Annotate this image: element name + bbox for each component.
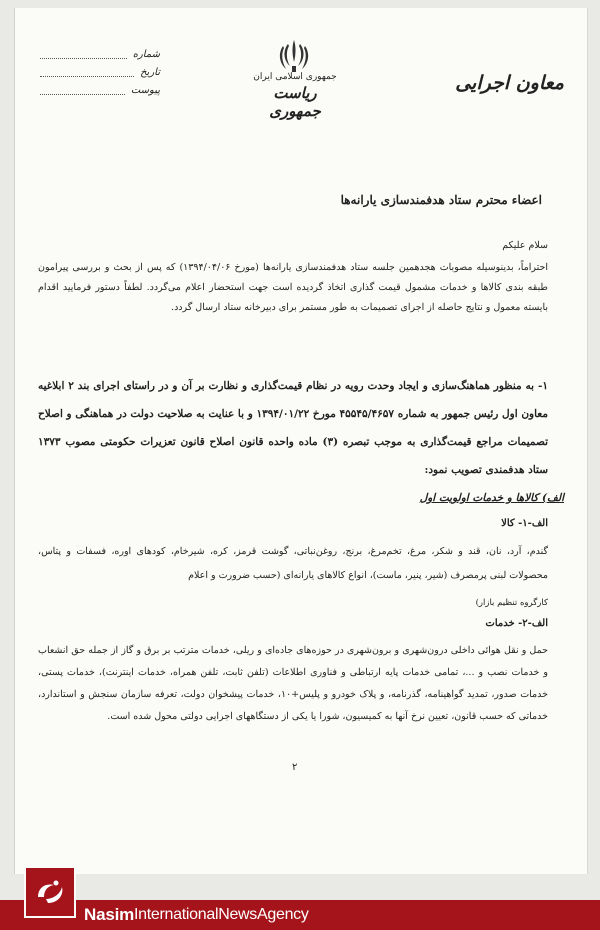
goods-paragraph: گندم، آرد، نان، قند و شکر، مرغ، تخم‌مرغ، برنج، روغن‌نباتی، گوشت قرمز، کره، شیرخام، کودهای اوره، فسفات و پتاس، محصولات لبنی پرمصرف (شیر، پنیر، ماست)، انواع کالاهای یارانه‌ای (حسب ضرورت و اعلام	[38, 546, 548, 581]
goods-note: کارگروه تنظیم بازار)	[475, 598, 548, 608]
ref-dots	[40, 68, 134, 77]
ref-date-label: تاریخ	[140, 66, 160, 78]
ref-date-row	[40, 63, 160, 81]
department-title: معاون اجرایی	[455, 72, 564, 94]
services-paragraph: حمل و نقل هوائی داخلی درون‌شهری و برون‌شهری در حوزه‌های جاده‌ای و ریلی، خدمات مترتب بر برق و گاز از جمله حق انشعاب و خدمات نصب و ...، تمامی خدمات پایه ارتباطی و فناوری اطلاعات (تلفن ثابت، تلفن همراه، خدمات اینترنت)، خدمات پستی، خدمات صدور، تمدید گواهینامه، گذرنامه، و پلاک خودرو و پلیس+۱۰، خدمات پیشخوان دولت، تعرفه سازمان سنجش و استاندارد، خدماتی که حسب قانون، تعیین نرخ آنها به کمیسیون، شورا یا یکی از دستگاههای اجرایی دولتی محول شده است.	[38, 645, 548, 722]
subsection-a1-heading: الف-۱- کالا	[501, 518, 548, 529]
page-number: ۲	[292, 762, 298, 773]
nasim-logo-icon	[24, 866, 76, 918]
agency-header	[250, 72, 340, 120]
item-1-paragraph: ۱- به منظور هماهنگ‌سازی و ایجاد وحدت رویه در نظام قیمت‌گذاری و نظارت بر آن و در راستای اجرای بند ۲ ابلاغیه معاون اول رئیس جمهور به شماره ۴۵۵۴۵/۴۶۵۷ مورخ ۱۳۹۴/۰۱/۲۲ و با عنایت به صلاحیت دولت در هماهنگی و اصلاح تصمیمات مراجع قیمت‌گذاری به موجب تبصره (۳) ماده واحده قانون اصلاح قانون تعزیرات حکومتی مصوب ۱۳۷۳ ستاد هدفمندی تصویب نمود:	[38, 380, 549, 476]
subsection-a2-heading: الف-۲- خدمات	[485, 618, 548, 629]
intro-paragraph: احتراماً، بدینوسیله مصوبات هجدهمین جلسه ستاد هدفمندسازی یارانه‌ها (مورخ ۱۳۹۴/۰۴/۰۶) که پس از بحث و بررسی پیرامون طبقه بندی کالاها و خدمات مشمول قیمت گذاری اتخاذ گردیده است جهت استحضار اعلام می‌گردد. لطفاً دستور فرمایید اقدام بایسته معمول و نتایج حاصله از اجرای تصمیمات به طور مستمر برای دبیرخانه ستاد ارسال گردد.	[38, 262, 548, 313]
footer-tagline: InternationalNewsAgency	[134, 906, 309, 923]
ref-attachment-row	[40, 81, 160, 99]
ref-number-label: شماره	[132, 48, 160, 60]
footer-brand: Nasim	[84, 905, 135, 924]
ref-number-row	[40, 45, 160, 63]
government-name: جمهوری اسلامی ایران	[253, 72, 337, 82]
recipient-line: اعضاء محترم ستاد هدفمندسازی یارانه‌ها	[340, 193, 542, 207]
section-a-heading: الف) کالاها و خدمات اولویت اول	[419, 492, 564, 504]
ref-dots	[40, 50, 127, 59]
ref-dots	[40, 86, 125, 95]
agency-name: ریاست جمهوری	[269, 84, 321, 120]
greeting: سلام علیکم	[502, 240, 548, 251]
nasim-logo-mark	[32, 877, 68, 907]
ref-attachment-label: پیوست	[130, 84, 160, 96]
reference-fields	[40, 45, 160, 99]
iran-emblem-icon	[276, 36, 312, 74]
news-agency-footer	[0, 900, 600, 930]
